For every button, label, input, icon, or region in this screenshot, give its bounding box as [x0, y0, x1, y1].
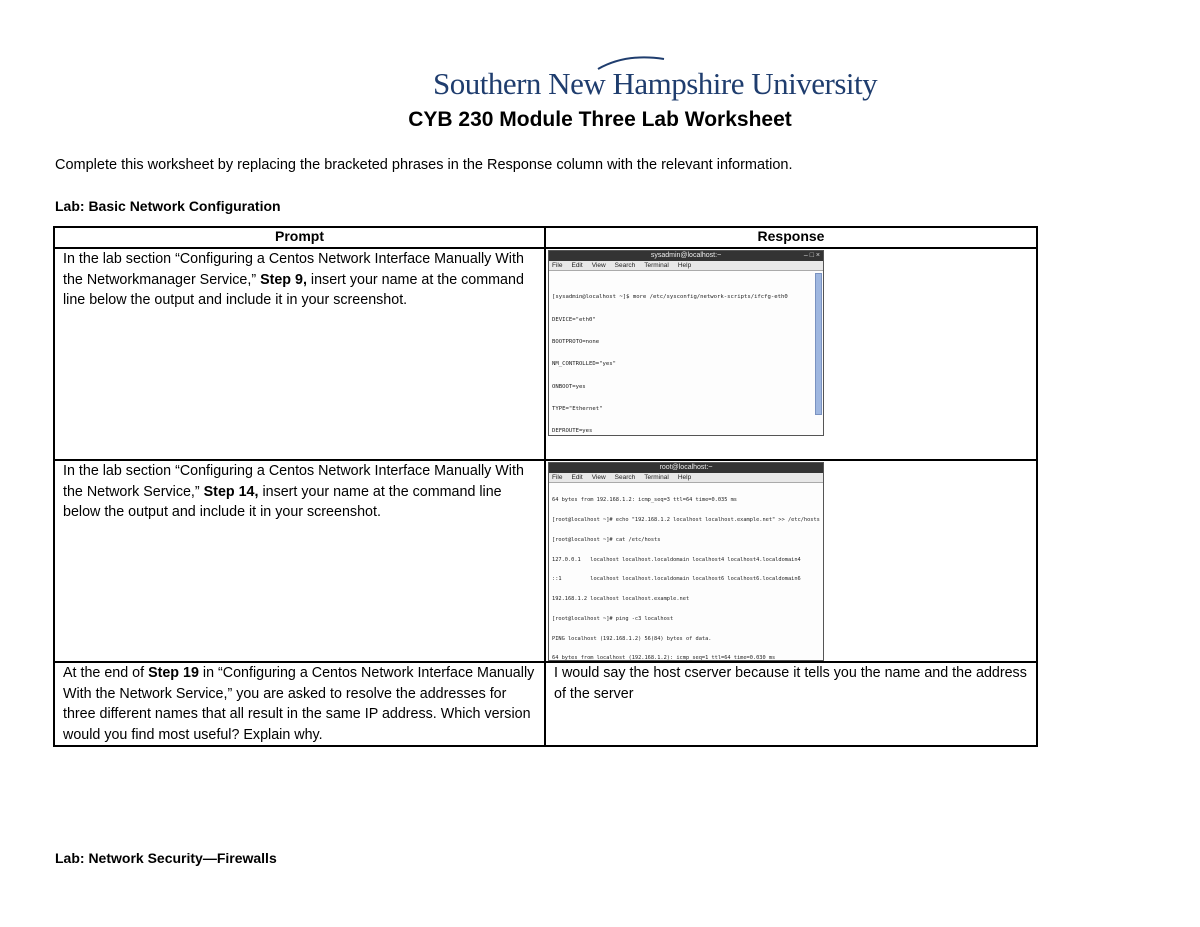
- menu-item: Search: [614, 474, 636, 481]
- terminal-line: ONBOOT=yes: [552, 383, 586, 390]
- lab-heading-basic-network: Lab: Basic Network Configuration: [55, 198, 281, 214]
- prompt-text: In the lab section “Configuring a Centos Network Interface Manually With the Networkmanager Service,”: [63, 251, 524, 288]
- menu-item: Edit: [571, 474, 583, 481]
- terminal-line: TYPE="Ethernet": [552, 406, 603, 413]
- prompt-text: in “Configuring a Centos Network Interface Manually With the Network Service,” you are asked to resolve the addresses for three different names that all result in the same IP address. Which version would you find most useful? Explain why.: [63, 665, 535, 743]
- terminal-screenshot: [548, 462, 824, 661]
- prompt-cell: [54, 460, 545, 662]
- response-cell: [545, 248, 1037, 460]
- menu-item: View: [591, 474, 606, 481]
- terminal-output: [549, 483, 823, 662]
- prompt-cell: [54, 662, 545, 746]
- terminal-line: [root@localhost ~]# ping -c3 localhost: [552, 615, 674, 622]
- menu-item: Edit: [571, 262, 583, 269]
- prompt-step: Step 14,: [203, 483, 259, 500]
- menu-item: View: [591, 262, 606, 269]
- lab-heading-firewalls: Lab: Network Security—Firewalls: [55, 850, 277, 866]
- menu-item: File: [552, 474, 563, 481]
- response-cell: [545, 460, 1037, 662]
- response-cell: [545, 662, 1037, 746]
- menu-item: File: [552, 262, 563, 269]
- prompt-text: insert your name at the command line below the output and include it in your screenshot.: [63, 483, 502, 520]
- terminal-line: [root@localhost ~]# cat /etc/hosts: [552, 536, 661, 543]
- logo-text: Southern New Hampshire University: [433, 66, 878, 101]
- terminal-title: sysadmin@localhost:~: [650, 252, 722, 259]
- terminal-scrollbar: [815, 273, 822, 415]
- menu-item: Search: [614, 262, 636, 269]
- terminal-line: [root@localhost ~]# echo "192.168.1.2 localhost localhost.example.net" >> /etc/hosts: [552, 516, 820, 523]
- terminal-title: root@localhost:~: [659, 464, 713, 471]
- terminal-titlebar: [549, 463, 823, 473]
- response-text: I would say the host cserver because it tells you the name and the address of the server: [554, 665, 1027, 702]
- menu-item: Help: [677, 262, 692, 269]
- table-header-row: [54, 227, 1037, 248]
- terminal-titlebar: [549, 251, 823, 261]
- page-title: CYB 230 Module Three Lab Worksheet: [408, 108, 792, 131]
- table-row: [54, 248, 1037, 460]
- menu-item: Terminal: [644, 262, 669, 269]
- prompt-step: Step 9,: [260, 271, 307, 288]
- prompt-step: Step 19: [148, 665, 199, 681]
- terminal-menubar: [549, 473, 823, 483]
- prompt-cell: [54, 248, 545, 460]
- column-header-prompt: Prompt: [54, 227, 545, 248]
- prompt-text: In the lab section “Configuring a Centos Network Interface Manually With the Network Service,”: [63, 463, 524, 500]
- table-row: [54, 662, 1037, 746]
- terminal-menubar: [549, 261, 823, 271]
- terminal-line: 64 bytes from 192.168.1.2: icmp_seq=3 ttl=64 time=0.035 ms: [552, 497, 737, 504]
- menu-item: Terminal: [644, 474, 669, 481]
- prompt-text: insert your name at the command line below the output and include it in your screenshot.: [63, 271, 524, 308]
- worksheet-table: [53, 226, 1038, 747]
- terminal-line: BOOTPROTO=none: [552, 339, 600, 346]
- terminal-line: DEFROUTE=yes: [552, 428, 593, 435]
- terminal-line: PING localhost (192.168.1.2) 56(84) bytes of data.: [552, 635, 712, 642]
- terminal-screenshot: [548, 250, 824, 436]
- terminal-output: [549, 271, 823, 437]
- terminal-line: 64 bytes from localhost (192.168.1.2): icmp_seq=1 ttl=64 time=0.030 ms: [552, 655, 776, 662]
- logo-swoosh-icon: [596, 55, 666, 71]
- table-row: [54, 460, 1037, 662]
- menu-item: Help: [677, 474, 692, 481]
- prompt-text: At the end of: [63, 665, 149, 681]
- terminal-line: ::1 localhost localhost.localdomain localhost6 localhost6.localdomain6: [552, 576, 801, 583]
- terminal-line: [sysadmin@localhost ~]$ more /etc/sysconfig/network-scripts/ifcfg-eth0: [552, 294, 788, 301]
- terminal-line: DEVICE="eth0": [552, 316, 596, 323]
- instructions-text: Complete this worksheet by replacing the bracketed phrases in the Response column with the relevant information.: [55, 157, 793, 173]
- terminal-line: 192.168.1.2 localhost localhost.example.net: [552, 596, 690, 603]
- university-logo: [433, 66, 877, 102]
- column-header-response: Response: [545, 227, 1037, 248]
- terminal-line: NM_CONTROLLED="yes": [552, 361, 616, 368]
- terminal-line: 127.0.0.1 localhost localhost.localdomain localhost4 localhost4.localdomain4: [552, 556, 801, 563]
- window-controls-icon: – □ ×: [803, 252, 820, 259]
